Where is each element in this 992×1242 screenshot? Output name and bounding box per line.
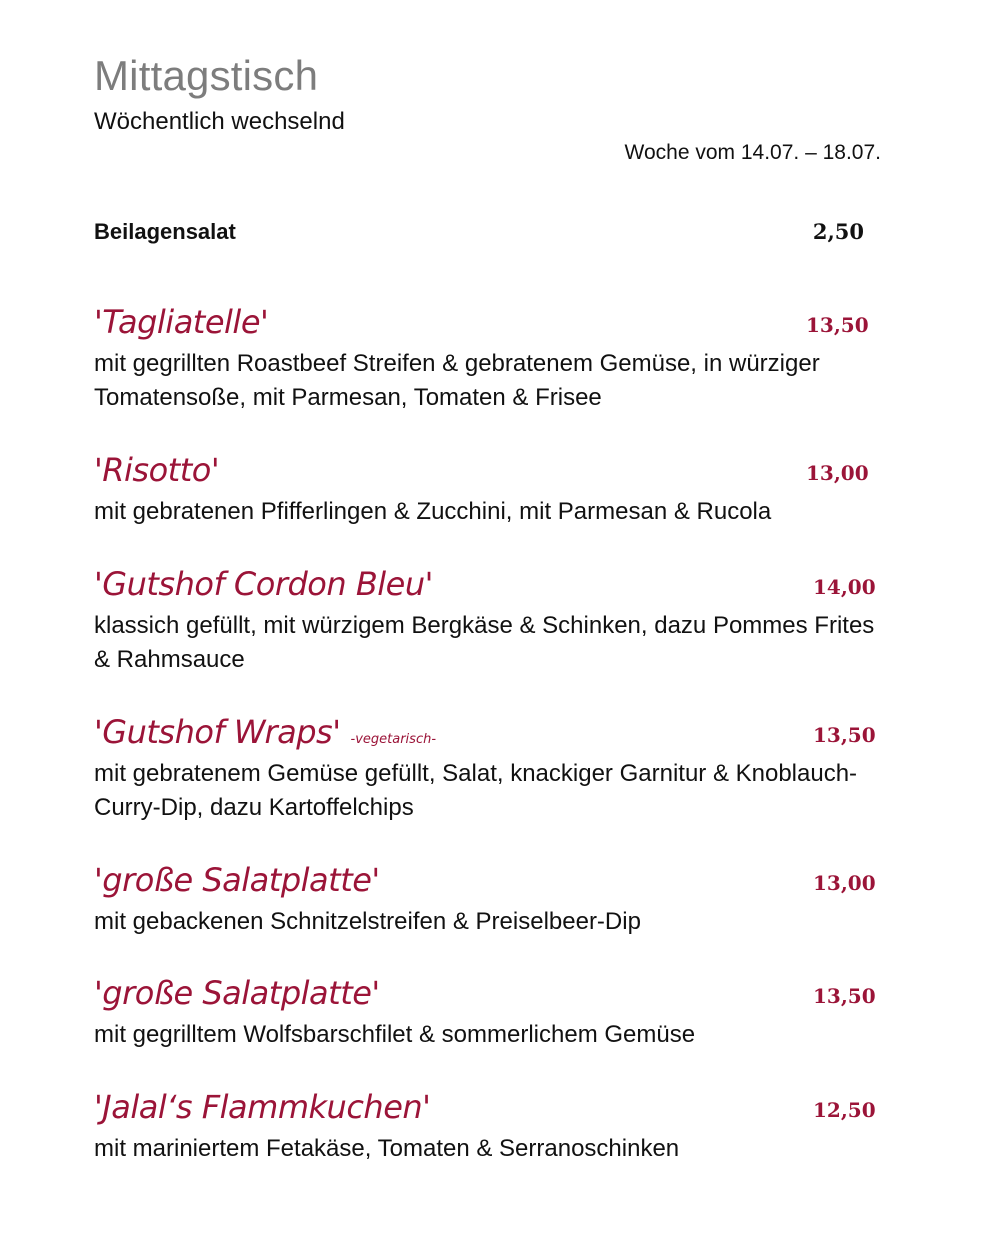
page-subtitle: Wöchentlich wechselnd (94, 108, 345, 135)
menu-item (94, 562, 894, 677)
menu-item (94, 1085, 894, 1166)
dish-name: 'große Salatplatte' (94, 861, 380, 899)
side-salad-price: 2,50 (812, 219, 864, 244)
dish-description: klassich gefüllt, mit würzigem Bergkäse & Schinken, dazu Pommes Frites & Rahmsauce (94, 612, 875, 673)
side-salad-name: Beilagensalat (94, 219, 236, 244)
dish-price: 14,00 (813, 575, 876, 599)
menu-item (94, 971, 894, 1052)
dish-name-text: 'Gutshof Wraps' (94, 713, 341, 751)
vegetarian-note: -vegetarisch- (350, 732, 437, 747)
menu-item (94, 448, 894, 529)
menu-item (94, 300, 894, 415)
dish-price: 12,50 (813, 1098, 876, 1122)
dish-price: 13,50 (813, 723, 876, 747)
dish-description: mit mariniertem Fetakäse, Tomaten & Serranoschinken (94, 1135, 680, 1162)
dish-name: 'Gutshof Cordon Bleu' (94, 565, 433, 603)
dish-name (94, 710, 436, 762)
dish-description: mit gebratenem Gemüse gefüllt, Salat, knackiger Garnitur & Knoblauch-Curry-Dip, dazu Kartoffelchips (94, 760, 858, 821)
dish-price: 13,00 (813, 871, 876, 895)
menu-item (94, 858, 894, 939)
menu-item (94, 710, 894, 825)
side-salad-row (94, 217, 864, 247)
dish-price: 13,50 (813, 984, 876, 1008)
dish-name: 'Jalal‘s Flammkuchen' (94, 1088, 431, 1126)
page-title: Mittagstisch (94, 52, 319, 99)
dish-description: mit gebackenen Schnitzelstreifen & Preiselbeer-Dip (94, 908, 641, 935)
dish-description: mit gegrilltem Wolfsbarschfilet & sommerlichem Gemüse (94, 1021, 696, 1048)
dish-name: 'große Salatplatte' (94, 974, 380, 1012)
week-range: Woche vom 14.07. – 18.07. (624, 141, 881, 164)
dish-description: mit gebratenen Pfifferlingen & Zucchini, mit Parmesan & Rucola (94, 498, 772, 525)
dish-price: 13,50 (806, 313, 869, 337)
dish-price: 13,00 (806, 461, 869, 485)
dish-name: 'Tagliatelle' (94, 303, 269, 341)
dish-name: 'Risotto' (94, 451, 220, 489)
dish-description: mit gegrillten Roastbeef Streifen & gebratenem Gemüse, in würziger Tomatensoße, mit Parmesan, Tomaten & Frisee (94, 350, 820, 411)
